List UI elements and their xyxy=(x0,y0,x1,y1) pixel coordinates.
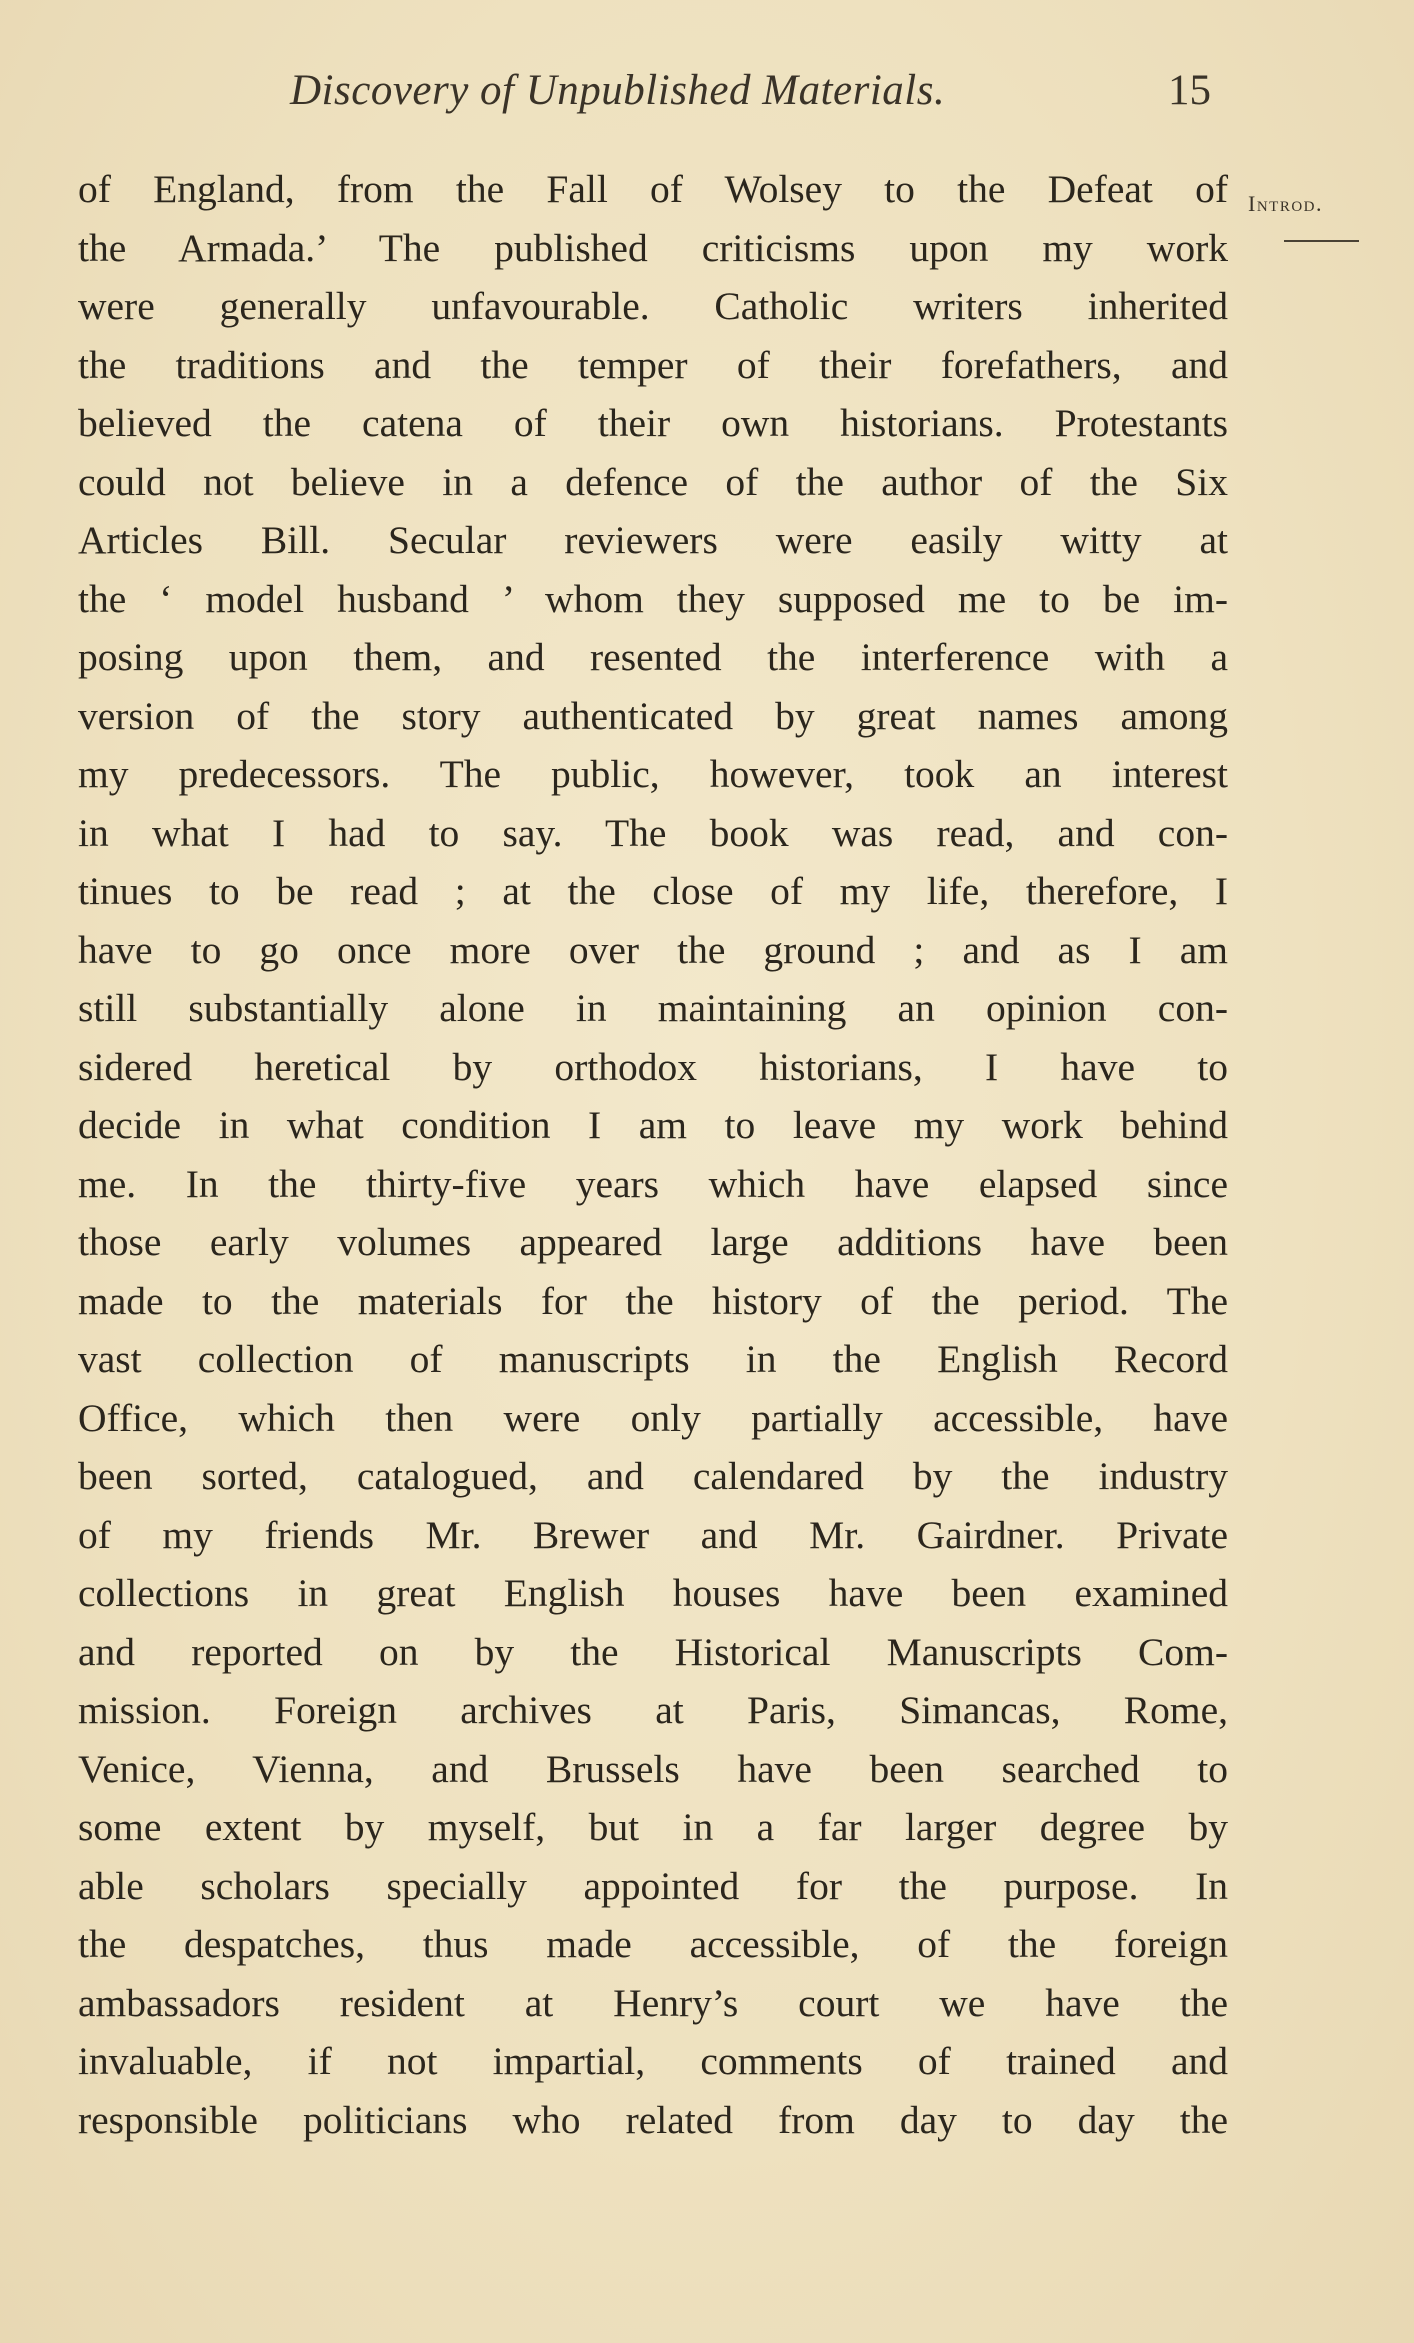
text-line: Venice, Vienna, and Brussels have been searched to xyxy=(78,1746,1228,1791)
text-line: still substantially alone in maintaining an opinion con- xyxy=(78,986,1228,1030)
text-line: Articles Bill. Secular reviewers were easily witty at xyxy=(78,518,1228,562)
text-line: me. In the thirty-five years which have elapsed since xyxy=(78,1161,1228,1206)
text-line: of my friends Mr. Brewer and Mr. Gairdner. Private xyxy=(78,1512,1228,1557)
text-line: believed the catena of their own historians. Protestants xyxy=(78,401,1228,445)
text-line: of England, from the Fall of Wolsey to the Defeat of xyxy=(78,167,1228,211)
text-line: the Armada.’ The published criticisms upon my work xyxy=(78,225,1228,270)
text-line: those early volumes appeared large additions have been xyxy=(78,1220,1228,1264)
text-line: decide in what condition I am to leave my work behind xyxy=(78,1103,1228,1147)
text-line: were generally unfavourable. Catholic writers inherited xyxy=(78,284,1228,328)
text-line: my predecessors. The public, however, took an interest xyxy=(78,752,1228,796)
text-line: ambassadors resident at Henry’s court we have the xyxy=(78,1980,1228,2025)
text-line: responsible politicians who related from day to day the xyxy=(78,2097,1228,2142)
text-line: been sorted, catalogued, and calendared by the industry xyxy=(78,1454,1228,1498)
text-line: the ‘ model husband ’ whom they supposed me to be im- xyxy=(78,576,1228,621)
text-line: the despatches, thus made accessible, of the foreign xyxy=(78,1922,1228,1966)
text-line: version of the story authenticated by great names among xyxy=(78,693,1228,738)
text-line: some extent by myself, but in a far larger degree by xyxy=(78,1805,1228,1849)
text-line: have to go once more over the ground ; and as I am xyxy=(78,927,1228,972)
running-title: Discovery of Unpublished Materials. xyxy=(290,67,946,114)
text-line: the traditions and the temper of their forefathers, and xyxy=(78,342,1228,387)
text-line: Office, which then were only partially accessible, have xyxy=(78,1395,1228,1440)
text-line: vast collection of manuscripts in the English Record xyxy=(78,1337,1228,1381)
text-line: could not believe in a defence of the author of the Six xyxy=(78,459,1228,504)
margin-note: Introd. xyxy=(1248,191,1323,216)
text-line: invaluable, if not impartial, comments of trained and xyxy=(78,2039,1228,2083)
text-line: made to the materials for the history of the period. The xyxy=(78,1278,1228,1323)
body-text xyxy=(78,160,1228,2149)
text-line: posing upon them, and resented the interference with a xyxy=(78,635,1228,679)
text-line: able scholars specially appointed for the purpose. In xyxy=(78,1863,1228,1908)
text-line: sidered heretical by orthodox historians, I have to xyxy=(78,1044,1228,1089)
page-number: 15 xyxy=(1168,67,1211,114)
text-line: collections in great English houses have been examined xyxy=(78,1571,1228,1615)
text-line: mission. Foreign archives at Paris, Simancas, Rome, xyxy=(78,1688,1228,1732)
margin-rule xyxy=(1284,240,1359,242)
text-line: tinues to be read ; at the close of my life, therefore, I xyxy=(78,869,1228,913)
text-line: in what I had to say. The book was read, and con- xyxy=(78,810,1228,855)
text-line: and reported on by the Historical Manuscripts Com- xyxy=(78,1629,1228,1674)
